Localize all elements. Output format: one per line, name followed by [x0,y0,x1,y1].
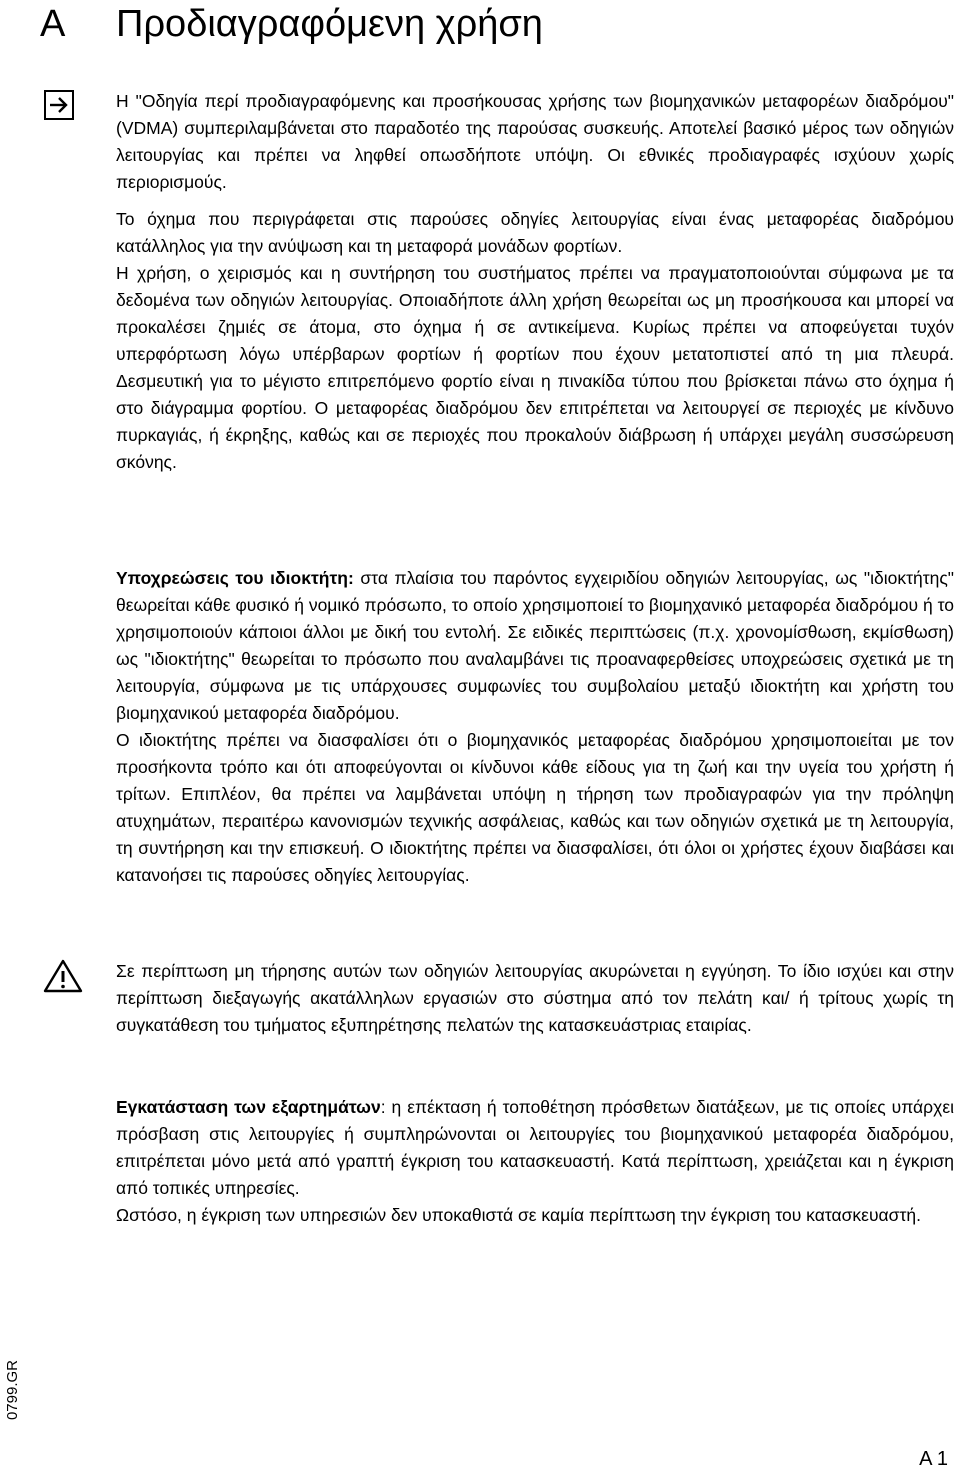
warning-triangle-icon [42,958,84,994]
owner-section [116,565,954,889]
page-title: Προδιαγραφόμενη χρήση [116,3,543,45]
page-number: A 1 [919,1448,948,1470]
owner-text: στα πλαίσια του παρόντος εγχειριδίου οδηγιών λειτουργίας, ως "ιδιοκτήτης" θεωρείται κάθε φυσικό ή νομικό πρόσωπο, το οποίο χρησιμοποιεί το βιομηχανικό μεταφορέα διαδρόμου ή το χρησιμοποιούν κάποιοι άλλοι με δική του εντολή. Σε ειδικές περιπτώσεις (π.χ. χρονομίσθωση, εκμίσθωση) ως "ιδιοκτήτης" θεωρείται το πρόσωπο που αναλαμβάνει τις προαναφερθείσες υποχρεώσεις σχετικά με τη λειτουργία, σύμφωνα με τις υπάρχουσες συμφωνίες του συμβολαίου μεταξύ ιδιοκτήτη και χρήστη του βιομηχανικού μεταφορέα διαδρόμου. [116,568,955,723]
owner-insurance-paragraph: Ο ιδιοκτήτης πρέπει να διασφαλίσει ότι ο βιομηχανικός μεταφορέας διαδρόμου χρησιμοποιείται με τον προσήκοντα τρόπο και ότι αποφεύγονται οι κίνδυνοι κάθε είδους για τη ζωή και την υγεία του χρήστη ή τρίτων. Επιπλέον, θα πρέπει να λαμβάνεται υπόψη η τήρηση των προδιαγραφών για την πρόληψη ατυχημάτων, περαιτέρω κανονισμών τεχνικής ασφάλειας, καθώς και των οδηγιών σχετικά με τη λειτουργία, τη συντήρηση και την επισκευή. Ο ιδιοκτήτης πρέπει να διασφαλίσει, ότι όλοι οι χρήστες έχουν διαβάσει και κατανοήσει τις παρούσες οδηγίες λειτουργίας. [116,730,954,885]
vdma-paragraph: Η "Οδηγία περί προδιαγραφόμενης και προσήκουσας χρήσης των βιομηχανικών μεταφορέων διαδρόμου" (VDMA) συμπεριλαμβάνεται στο παραδοτέο της παρούσας συσκευής. Αποτελεί βασικό μέρος των οδηγιών λειτουργίας και πρέπει να ληφθεί οπωσδήποτε υπόψη. Οι εθνικές προδιαγραφές ισχύουν χωρίς περιορισμούς. [116,91,954,192]
installation-text: : η επέκταση ή τοποθέτηση πρόσθετων διατάξεων, με τις οποίες υπάρχει πρόσβαση στις λειτουργίες ή συμπληρώνονται οι λειτουργίες του βιομηχανικού μεταφορέα διαδρόμου, επιτρέπεται μόνο μετά από γραπτή έγκριση του κατασκευαστή. Κατά περίπτωση, χρειάζεται και η έγκριση από τοπικές υπηρεσίες. [116,1097,955,1198]
installation-paragraph [116,1094,954,1202]
warranty-paragraph: Σε περίπτωση μη τήρησης αυτών των οδηγιών λειτουργίας ακυρώνεται η εγγύηση. Το ίδιο ισχύει και στην περίπτωση διεξαγωγής ακατάλληλων εργασιών στο σύστημα από τον πελάτη και/ ή τρίτους χωρίς τη συγκατάθεση του τμήματος εξυπηρέτησης πελατών της κατασκευάστριας εταιρίας. [116,961,954,1035]
owner-label: Υποχρεώσεις του ιδιοκτήτη: [116,568,354,588]
usage-paragraph: Η χρήση, ο χειρισμός και η συντήρηση του συστήματος πρέπει να πραγματοποιούνται σύμφωνα με τα δεδομένα των οδηγιών λειτουργίας. Οποιαδήποτε άλλη χρήση θεωρείται ως μη προσήκουσα και μπορεί να προκαλέσει ζημιές σε άτομα, στο όχημα ή σε αντικείμενα. Κυρίως πρέπει να αποφεύγεται τυχόν υπερφόρτωση λόγω υπέρβαρων φορτίων ή φορτίων που έχουν μετατοπιστεί από τη μια πλευρά. Δεσμευτική για το μέγιστο επιτρεπόμενο φορτίο είναι η πινακίδα τύπου που βρίσκεται πάνω στο όχημα ή στο διάγραμμα φορτίου. Ο μεταφορέας διαδρόμου δεν επιτρέπεται να λειτουργεί σε περιοχές με κίνδυνο πυρκαγιάς, ή έκρηξης, καθώς και σε περιοχές που προκαλούν διάβρωση ή υπάρχει μεγάλη συσσώρευση σκόνης. [116,263,954,472]
owner-paragraph [116,565,954,727]
installation-label: Εγκατάσταση των εξαρτημάτων [116,1097,381,1117]
installation-note: Ωστόσο, η έγκριση των υπηρεσιών δεν υποκαθιστά σε καμία περίπτωση την έγκριση του κατασκευαστή. [116,1205,921,1225]
intro-section [116,88,954,476]
installation-section [116,1094,954,1229]
arrow-right-icon [44,90,74,120]
vehicle-paragraph: Το όχημα που περιγράφεται στις παρούσες οδηγίες λειτουργίας είναι ένας μεταφορέας διαδρόμου κατάλληλος για την ανύψωση και τη μεταφορά μονάδων φορτίων. [116,209,954,256]
document-code: 0799.GR [4,1360,21,1421]
warranty-section [116,958,954,1039]
chapter-letter: A [40,3,66,45]
